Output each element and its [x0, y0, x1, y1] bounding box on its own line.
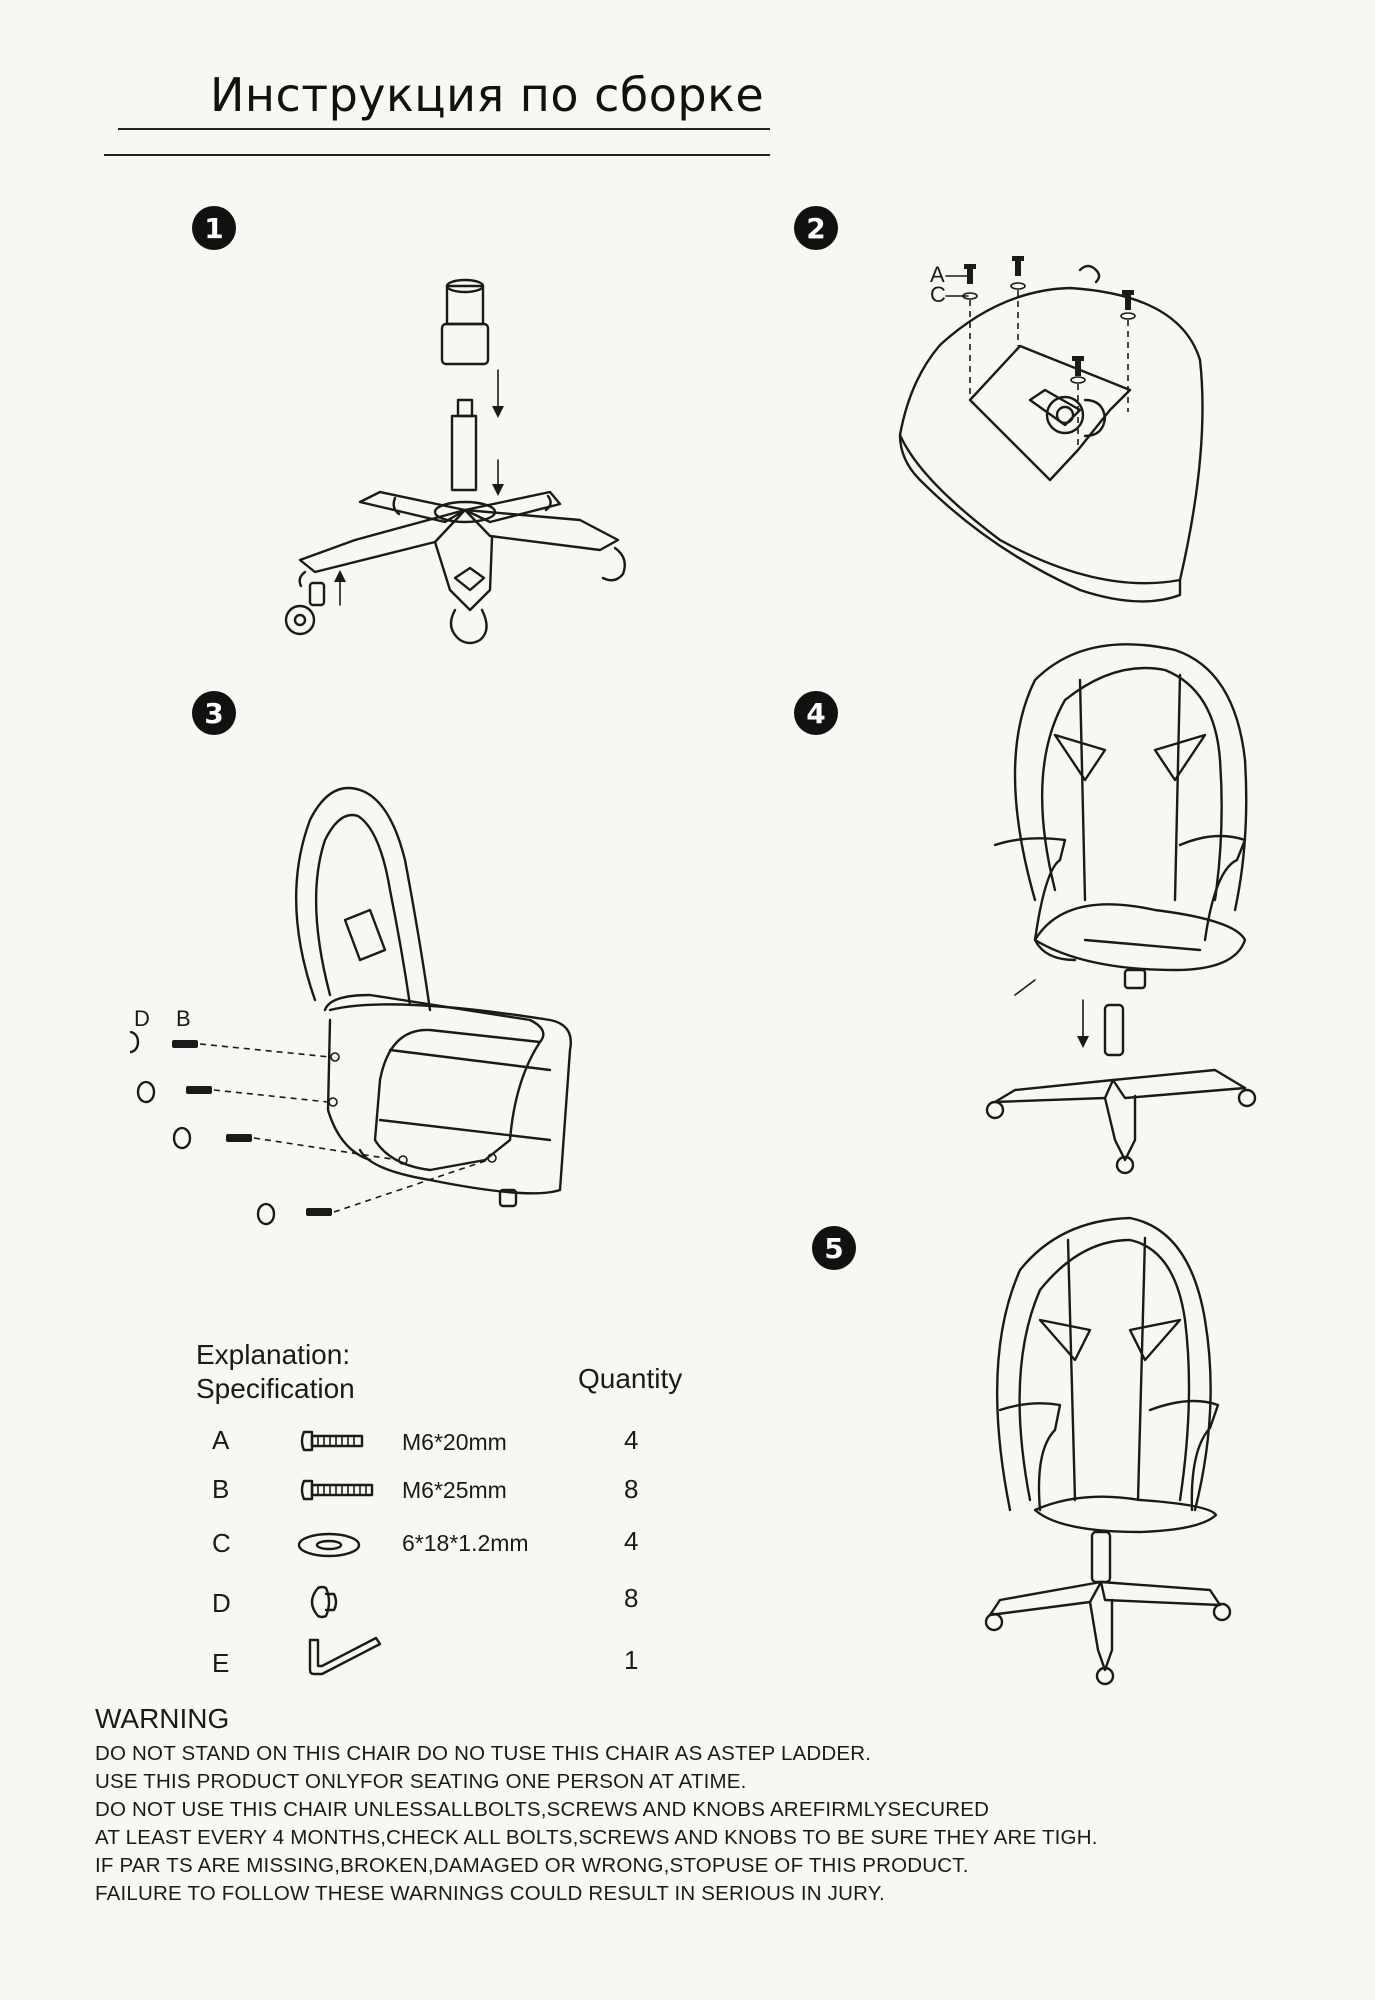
warning-line: FAILURE TO FOLLOW THESE WARNINGS COULD RESULT IN SERIOUS IN JURY. [95, 1882, 885, 1905]
hex-key-icon [302, 1630, 392, 1680]
warning-line: USE THIS PRODUCT ONLYFOR SEATING ONE PERSON AT ATIME. [95, 1770, 747, 1793]
spec-letter: A [212, 1425, 230, 1455]
step-5-badge: 5 [812, 1226, 856, 1270]
step-1-badge: 1 [192, 206, 236, 250]
spec-size: 6*18*1.2mm [402, 1530, 529, 1556]
step-2-illustration [880, 250, 1240, 630]
warning-line: DO NOT STAND ON THIS CHAIR DO NO TUSE THIS CHAIR AS ASTEP LADDER. [95, 1742, 872, 1765]
spec-letter: C [212, 1528, 231, 1558]
step-3-illustration [130, 780, 630, 1240]
washer-icon [294, 1530, 364, 1560]
step-1-illustration [260, 260, 680, 680]
spec-qty: 8 [624, 1583, 639, 1613]
step-2-label-c: C [930, 282, 946, 307]
step-3-label-b: B [176, 1006, 191, 1031]
spec-qty: 4 [624, 1526, 639, 1556]
step-4-illustration [975, 640, 1315, 1180]
spec-letter: E [212, 1648, 230, 1678]
cap-icon [304, 1582, 344, 1622]
warning-text [95, 1740, 1098, 1908]
spec-qty: 1 [624, 1645, 639, 1675]
warning-line: AT LEAST EVERY 4 MONTHS,CHECK ALL BOLTS,SCREWS AND KNOBS TO BE SURE THEY ARE TIGH. [95, 1826, 1098, 1849]
spec-size: M6*25mm [402, 1477, 507, 1503]
step-2-badge: 2 [794, 206, 838, 250]
spec-qty: 4 [624, 1425, 639, 1455]
bolt-long-icon [300, 1477, 390, 1503]
title-underline [118, 128, 770, 130]
spec-qty: 8 [624, 1474, 639, 1504]
spec-size: M6*20mm [402, 1429, 507, 1455]
warning-line: IF PAR TS ARE MISSING,BROKEN,DAMAGED OR WRONG,STOPUSE OF THIS PRODUCT. [95, 1854, 969, 1877]
explanation-heading-line1: Explanation: [196, 1339, 351, 1370]
step-4-badge: 4 [794, 691, 838, 735]
step-3-badge: 3 [192, 691, 236, 735]
step-2-label-a: A [930, 262, 945, 287]
warning-title: WARNING [95, 1703, 230, 1734]
explanation-heading [196, 1338, 355, 1405]
warning-line: DO NOT USE THIS CHAIR UNLESSALLBOLTS,SCREWS AND KNOBS AREFIRMLYSECURED [95, 1798, 990, 1821]
spec-letter: B [212, 1474, 230, 1504]
bolt-icon [300, 1428, 380, 1454]
title-underline-second [104, 154, 770, 156]
explanation-heading-line2: Specification [196, 1372, 355, 1404]
quantity-header: Quantity [578, 1363, 683, 1394]
page-title: Инструкция по сборке [210, 68, 765, 122]
spec-letter: D [212, 1588, 231, 1618]
step-3-label-d: D [134, 1006, 150, 1031]
step-5-illustration [980, 1210, 1280, 1700]
